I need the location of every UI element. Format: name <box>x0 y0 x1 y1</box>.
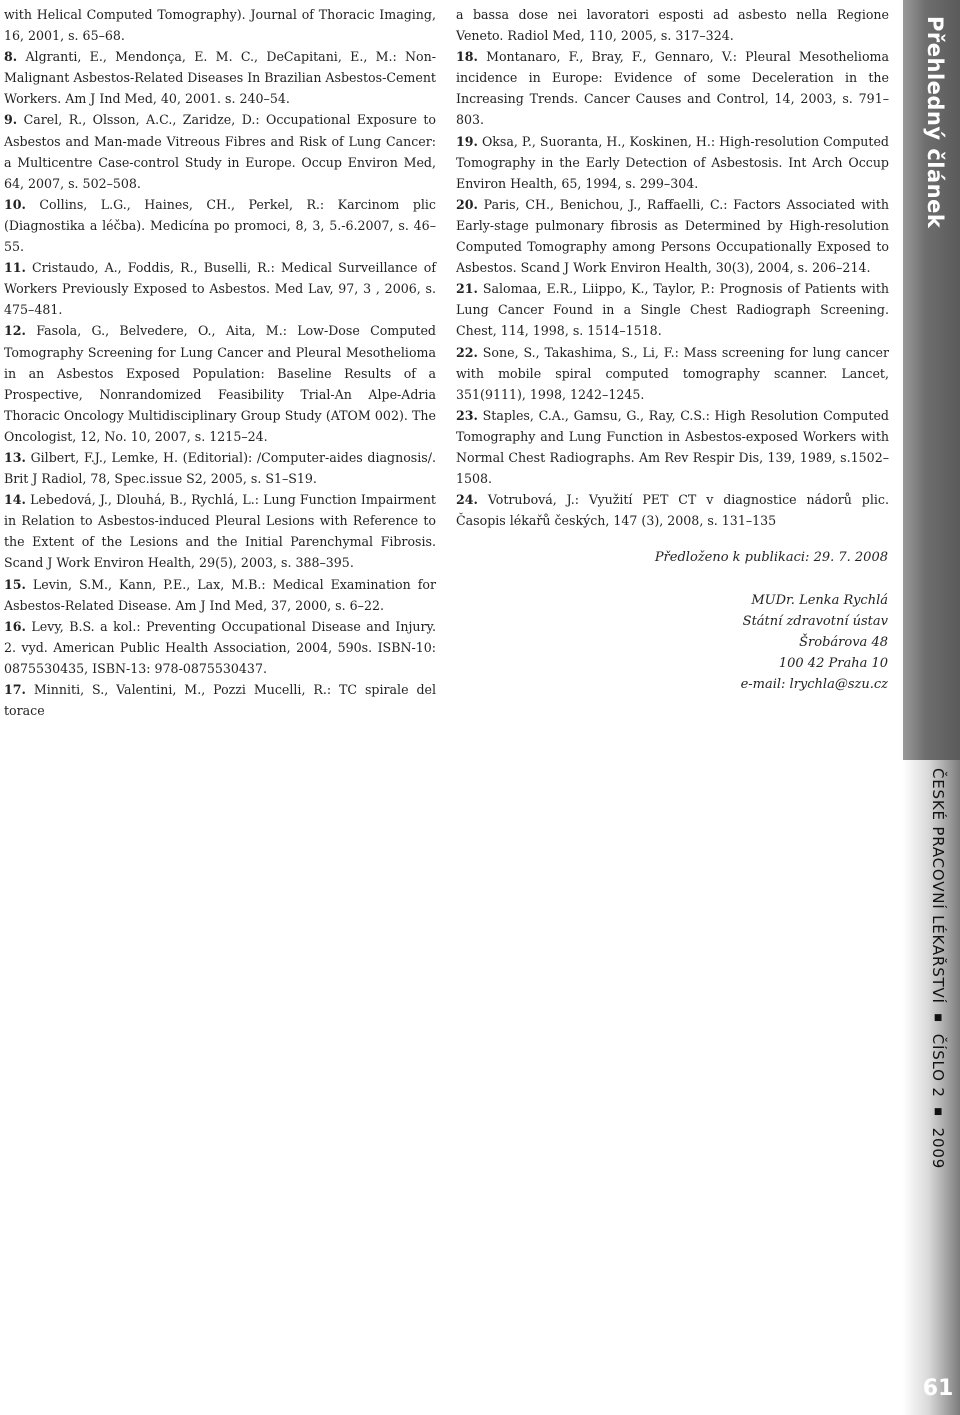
submission-date: Předloženo k publikaci: 29. 7. 2008 <box>654 550 888 565</box>
reference-17 <box>4 679 436 721</box>
author-address <box>741 590 888 695</box>
reference-text: a bassa dose nei lavoratori esposti ad asbesto nella Regione Veneto. Radiol Med, 110, 2005, s. 317–324. <box>456 7 889 44</box>
reference-number: 14. <box>4 492 26 508</box>
separator-square-icon: ■ <box>933 1013 943 1025</box>
author-institution: Státní zdravotní ústav <box>742 614 888 629</box>
reference-number: 21. <box>456 281 478 297</box>
sidebar <box>903 0 960 1415</box>
reference-9 <box>4 109 436 193</box>
reference-text: Oksa, P., Suoranta, H., Koskinen, H.: High-resolution Computed Tomography in the Early Detection of Asbestosis. Int Arch Occup Environ Health, 65, 1994, s. 299–304. <box>456 133 889 191</box>
author-name: MUDr. Lenka Rychlá <box>751 593 888 608</box>
reference-15 <box>4 574 436 616</box>
reference-text: Levin, S.M., Kann, P.E., Lax, M.B.: Medical Examination for Asbestos-Related Disease. Am J Ind Med, 37, 2000, s. 6–22. <box>4 576 436 613</box>
reference-8 <box>4 46 436 109</box>
page-number: 61 <box>922 1376 954 1401</box>
reference-text: Minniti, S., Valentini, M., Pozzi Mucelli, R.: TC spirale del torace <box>4 682 436 719</box>
section-label: Přehledný článek <box>923 16 947 229</box>
author-city: 100 42 Praha 10 <box>778 656 888 671</box>
reference-10 <box>4 194 436 257</box>
reference-number: 16. <box>4 618 26 634</box>
reference-number: 11. <box>4 260 26 276</box>
reference-17-continued <box>456 4 889 46</box>
reference-text: Fasola, G., Belvedere, O., Aita, M.: Low-Dose Computed Tomography Screening for Lung Cancer and Pleural Mesothelioma in an Asbestos Exposed Population: Baseline Results of a Prospective, Nonrandomized Feasibility Trial-An Alpe-Adria Thoracic Oncology Multidisciplinary Group Study (ATOM 002). The Oncologist, 12, No. 10, 2007, s. 1215–24. <box>4 323 436 444</box>
reference-text: Collins, L.G., Haines, CH., Perkel, R.: Karcinom plic (Diagnostika a léčba). Medicína po promoci, 8, 3, 5.-6.2007, s. 46–55. <box>4 196 436 255</box>
author-street: Šrobárova 48 <box>799 635 888 650</box>
reference-number: 10. <box>4 196 26 212</box>
reference-text: Algranti, E., Mendonça, E. M. C., DeCapitani, E., M.: Non-Malignant Asbestos-Related Diseases In Brazilian Asbestos-Cement Workers. Am J Ind Med, 40, 2001. s. 240–54. <box>4 49 436 107</box>
issue-label: ČÍSLO 2 <box>929 1033 947 1098</box>
reference-text: Gilbert, F.J., Lemke, H. (Editorial): /Computer-aides diagnosis/. Brit J Radiol, 78, Spec.issue S2, 2005, s. S1–S19. <box>4 449 436 487</box>
reference-text: Salomaa, E.R., Liippo, K., Taylor, P.: Prognosis of Patients with Lung Cancer Found in a Single Chest Radiograph Screening. Chest, 114, 1998, s. 1514–1518. <box>456 281 889 339</box>
reference-23 <box>456 405 889 489</box>
references-right-column <box>456 4 889 531</box>
reference-number: 23. <box>456 407 478 423</box>
reference-number: 18. <box>456 49 478 65</box>
reference-number: 9. <box>4 112 18 128</box>
author-email: e-mail: lrychla@szu.cz <box>740 677 888 692</box>
reference-19 <box>456 131 889 194</box>
journal-title: ČESKÉ PRACOVNÍ LÉKAŘSTVÍ <box>929 768 947 1004</box>
reference-text: Cristaudo, A., Foddis, R., Buselli, R.: Medical Surveillance of Workers Previously Exposed to Asbestos. Med Lav, 97, 3 , 2006, s. 475–481. <box>4 260 436 318</box>
separator-square-icon: ■ <box>933 1107 943 1119</box>
references-left-column <box>4 4 436 721</box>
sidebar-section-band <box>903 0 960 760</box>
reference-text: Sone, S., Takashima, S., Li, F.: Mass screening for lung cancer with mobile spiral computed tomography scanner. Lancet, 351(9111), 1998, 1242–1245. <box>456 344 889 402</box>
reference-number: 15. <box>4 576 26 592</box>
reference-22 <box>456 342 889 405</box>
reference-18 <box>456 46 889 130</box>
reference-14 <box>4 489 436 573</box>
reference-number: 20. <box>456 196 478 212</box>
reference-text: Paris, CH., Benichou, J., Raffaelli, C.: Factors Associated with Early-stage pulmonary fibrosis as Determined by High-resolution Computed Tomography among Persons Occupationally Exposed to Asbestos. Scand J Work Environ Health, 30(3), 2004, s. 206–214. <box>456 196 889 276</box>
reference-text: Lebedová, J., Dlouhá, B., Rychlá, L.: Lung Function Impairment in Relation to Asbestos-induced Pleural Lesions with Reference to the Extent of the Lesions and the Initial Parenchymal Fibrosis. Scand J Work Environ Health, 29(5), 2003, s. 388–395. <box>4 492 436 571</box>
reference-20 <box>456 194 889 278</box>
reference-text: with Helical Computed Tomography). Journal of Thoracic Imaging, 16, 2001, s. 65–68. <box>4 7 436 44</box>
reference-11 <box>4 257 436 320</box>
reference-text: Montanaro, F., Bray, F., Gennaro, V.: Pleural Mesothelioma incidence in Europe: Evidence of some Deceleration in the Increasing Trends. Cancer Causes and Control, 14, 2003, s. 791–803. <box>456 49 889 128</box>
reference-text: Carel, R., Olsson, A.C., Zaridze, D.: Occupational Exposure to Asbestos and Man-made Vitreous Fibres and Risk of Lung Cancer: a Multicentre Case-control Study in Europe. Occup Environ Med, 64, 2007, s. 502–508. <box>4 112 436 191</box>
reference-number: 12. <box>4 323 26 339</box>
reference-number: 19. <box>456 133 478 149</box>
reference-number: 8. <box>4 49 18 65</box>
reference-text: Staples, C.A., Gamsu, G., Ray, C.S.: High Resolution Computed Tomography and Lung Function in Asbestos-exposed Workers with Normal Chest Radiographs. Am Rev Respir Dis, 139, 1989, s.1502–1508. <box>456 407 889 487</box>
reference-number: 13. <box>4 449 26 465</box>
reference-number: 22. <box>456 344 478 360</box>
reference-7-continued <box>4 4 436 46</box>
reference-13 <box>4 447 436 489</box>
journal-running-head <box>917 768 947 1208</box>
year-label: 2009 <box>929 1127 947 1170</box>
reference-21 <box>456 278 889 341</box>
reference-16 <box>4 616 436 679</box>
reference-number: 24. <box>456 492 478 508</box>
reference-12 <box>4 320 436 447</box>
reference-number: 17. <box>4 682 26 697</box>
reference-24 <box>456 489 889 531</box>
reference-text: Levy, B.S. a kol.: Preventing Occupational Disease and Injury. 2. vyd. American Public Health Association, 2004, 590s. ISBN-10: 0875530435, ISBN-13: 978-0875530437. <box>4 618 436 676</box>
reference-text: Votrubová, J.: Využití PET CT v diagnostice nádorů plic. Časopis lékařů českých, 147 (3), 2008, s. 131–135 <box>456 492 889 529</box>
